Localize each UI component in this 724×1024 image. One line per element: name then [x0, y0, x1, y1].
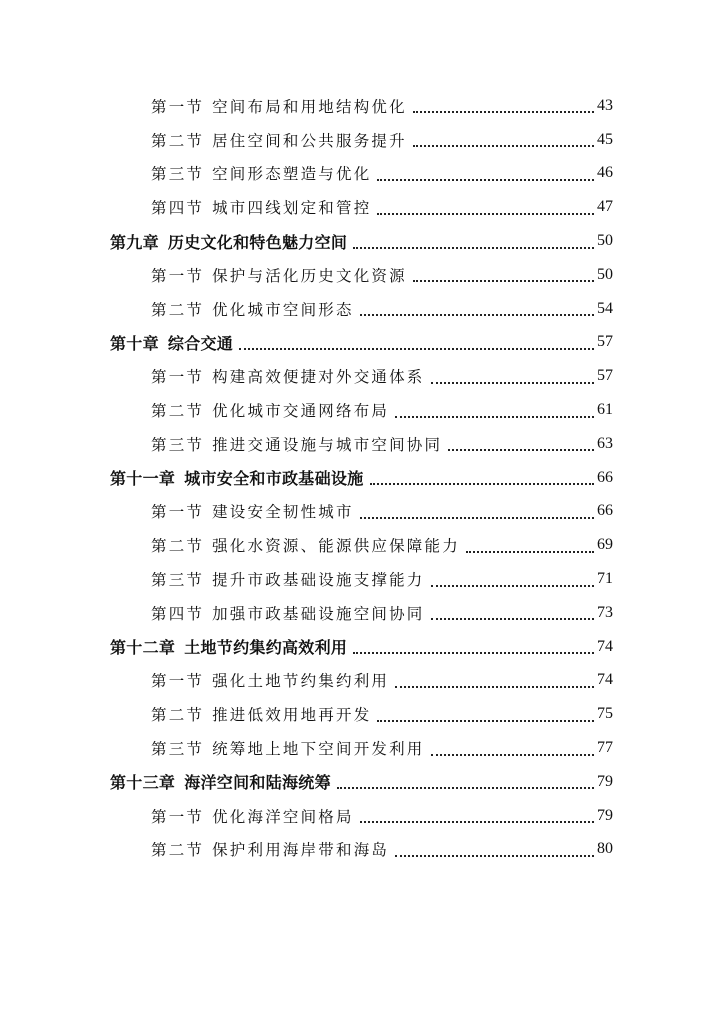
chapter-title: 土地节约集约高效利用 — [184, 638, 348, 658]
section-title: 保护利用海岸带和海岛 — [212, 841, 390, 860]
section-number: 第三节 — [151, 571, 205, 590]
section-number: 第一节 — [151, 368, 205, 387]
dot-leader — [353, 651, 594, 654]
dot-leader — [377, 212, 594, 215]
toc-section-entry[interactable] — [0, 528, 724, 562]
section-title: 空间形态塑造与优化 — [212, 165, 372, 184]
section-number: 第二节 — [151, 537, 205, 556]
toc-section-entry[interactable] — [0, 157, 724, 191]
section-title: 优化城市交通网络布局 — [212, 402, 390, 421]
dot-leader — [360, 313, 594, 316]
section-title: 城市四线划定和管控 — [212, 199, 372, 218]
dot-leader — [360, 516, 594, 519]
toc-section-entry[interactable] — [0, 258, 724, 292]
section-number: 第一节 — [151, 503, 205, 522]
toc-section-entry[interactable] — [0, 664, 724, 698]
toc-section-entry[interactable] — [0, 393, 724, 427]
section-number: 第一节 — [151, 97, 205, 116]
dot-leader — [353, 246, 594, 249]
toc-chapter-entry[interactable] — [0, 461, 724, 495]
page-number: 71 — [597, 570, 613, 588]
dot-leader — [431, 381, 594, 384]
toc-section-entry[interactable] — [0, 359, 724, 393]
toc-chapter-entry[interactable] — [0, 224, 724, 258]
page-number: 74 — [597, 671, 613, 689]
section-number: 第三节 — [151, 740, 205, 759]
section-title: 建设安全韧性城市 — [212, 503, 354, 522]
page-number: 61 — [597, 401, 613, 419]
toc-chapter-entry[interactable] — [0, 630, 724, 664]
chapter-number: 第九章 — [110, 232, 159, 252]
dot-leader — [466, 550, 594, 553]
table-of-contents — [0, 89, 724, 866]
page-number: 63 — [597, 434, 613, 452]
page-number: 57 — [597, 367, 613, 385]
section-number: 第三节 — [151, 435, 205, 454]
dot-leader — [431, 753, 594, 756]
chapter-title: 综合交通 — [167, 333, 234, 353]
toc-section-entry[interactable] — [0, 89, 724, 123]
toc-chapter-entry[interactable] — [0, 326, 724, 360]
toc-section-entry[interactable] — [0, 697, 724, 731]
section-number: 第四节 — [151, 199, 205, 218]
toc-chapter-entry[interactable] — [0, 765, 724, 799]
dot-leader — [239, 347, 594, 350]
toc-section-entry[interactable] — [0, 731, 724, 765]
page-number: 80 — [597, 840, 613, 858]
section-number: 第二节 — [151, 300, 205, 319]
dot-leader — [395, 685, 594, 688]
toc-section-entry[interactable] — [0, 799, 724, 833]
chapter-number: 第十二章 — [110, 638, 176, 658]
page-number: 66 — [597, 468, 613, 486]
section-number: 第四节 — [151, 604, 205, 623]
section-title: 空间布局和用地结构优化 — [212, 97, 407, 116]
page-number: 74 — [597, 637, 613, 655]
dot-leader — [431, 617, 594, 620]
page-number: 79 — [597, 806, 613, 824]
page-number: 73 — [597, 603, 613, 621]
dot-leader — [395, 415, 594, 418]
page-number: 46 — [597, 164, 613, 182]
chapter-title: 城市安全和市政基础设施 — [184, 469, 364, 489]
dot-leader — [413, 110, 594, 113]
dot-leader — [448, 448, 594, 451]
page-number: 43 — [597, 96, 613, 114]
page-number: 54 — [597, 299, 613, 317]
toc-section-entry[interactable] — [0, 596, 724, 630]
section-title: 优化海洋空间格局 — [212, 807, 354, 826]
section-title: 居住空间和公共服务提升 — [212, 131, 407, 150]
page-number: 66 — [597, 502, 613, 520]
dot-leader — [377, 178, 594, 181]
dot-leader — [337, 786, 594, 789]
section-number: 第二节 — [151, 131, 205, 150]
dot-leader — [395, 854, 594, 857]
section-number: 第三节 — [151, 165, 205, 184]
chapter-title: 历史文化和特色魅力空间 — [167, 232, 348, 252]
section-title: 强化土地节约集约利用 — [212, 672, 390, 691]
page-number: 57 — [597, 333, 613, 351]
page-number: 45 — [597, 130, 613, 148]
section-title: 提升市政基础设施支撑能力 — [212, 571, 425, 590]
toc-section-entry[interactable] — [0, 190, 724, 224]
chapter-number: 第十三章 — [110, 773, 176, 793]
page-number: 47 — [597, 198, 613, 216]
section-title: 保护与活化历史文化资源 — [212, 266, 407, 285]
dot-leader — [370, 482, 594, 485]
section-number: 第一节 — [151, 672, 205, 691]
page-number: 50 — [597, 232, 613, 250]
toc-section-entry[interactable] — [0, 427, 724, 461]
section-title: 强化水资源、能源供应保障能力 — [212, 537, 460, 556]
dot-leader — [431, 584, 594, 587]
section-title: 构建高效便捷对外交通体系 — [212, 368, 425, 387]
section-title: 优化城市空间形态 — [212, 300, 354, 319]
section-title: 加强市政基础设施空间协同 — [212, 604, 425, 623]
page-number: 79 — [597, 772, 613, 790]
page-number: 75 — [597, 705, 613, 723]
dot-leader — [360, 820, 594, 823]
toc-section-entry[interactable] — [0, 292, 724, 326]
section-title: 统筹地上地下空间开发利用 — [212, 740, 425, 759]
toc-section-entry[interactable] — [0, 495, 724, 529]
dot-leader — [413, 144, 594, 147]
section-number: 第二节 — [151, 841, 205, 860]
section-title: 推进低效用地再开发 — [212, 706, 372, 725]
dot-leader — [413, 279, 594, 282]
chapter-number: 第十章 — [110, 333, 159, 353]
page-number: 69 — [597, 536, 613, 554]
toc-section-entry[interactable] — [0, 833, 724, 867]
page-number: 77 — [597, 739, 613, 757]
section-number: 第一节 — [151, 807, 205, 826]
page-number: 50 — [597, 265, 613, 283]
section-number: 第一节 — [151, 266, 205, 285]
toc-section-entry[interactable] — [0, 562, 724, 596]
chapter-number: 第十一章 — [110, 469, 176, 489]
section-title: 推进交通设施与城市空间协同 — [212, 435, 443, 454]
chapter-title: 海洋空间和陆海统筹 — [184, 773, 331, 793]
dot-leader — [377, 719, 594, 722]
section-number: 第二节 — [151, 402, 205, 421]
toc-section-entry[interactable] — [0, 123, 724, 157]
section-number: 第二节 — [151, 706, 205, 725]
